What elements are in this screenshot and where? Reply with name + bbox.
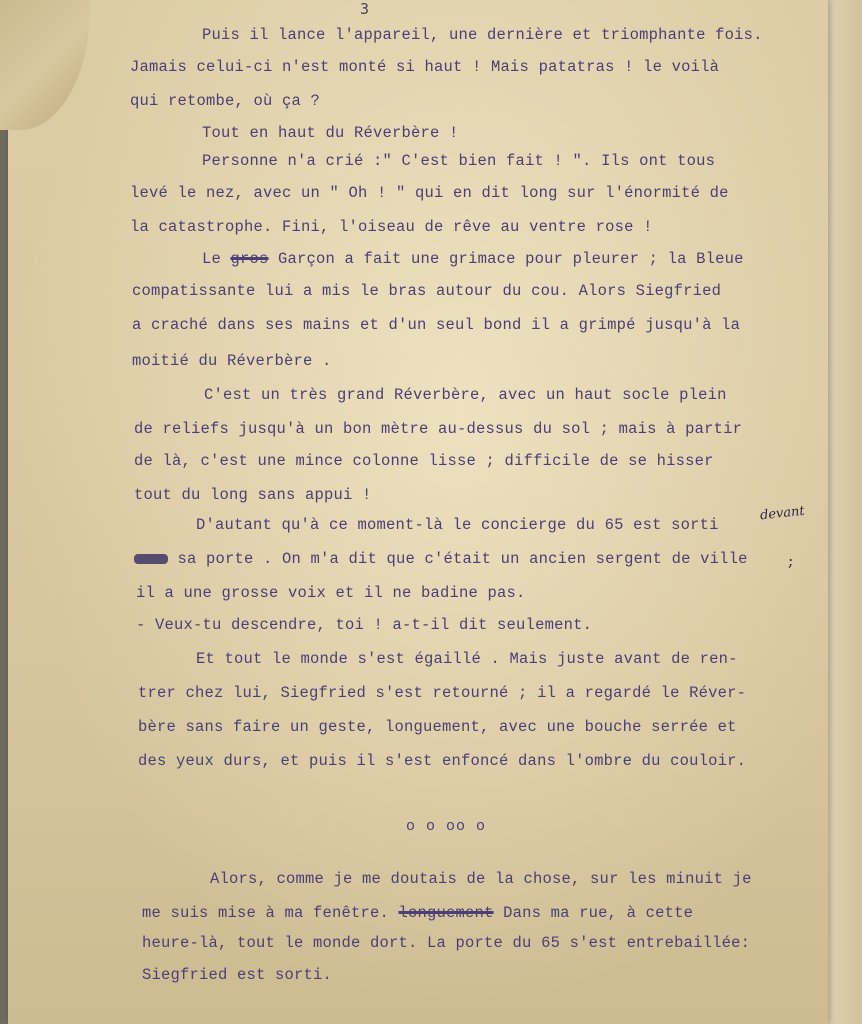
text-line: Tout en haut du Réverbère ! [202,124,459,142]
section-separator: o o oo o [406,818,487,835]
text-line: tout du long sans appui ! [134,486,372,504]
text-line: des yeux durs, et puis il s'est enfoncé dans l'ombre du couloir. [138,752,747,770]
text-line: moitié du Réverbère . [132,352,332,370]
text-line: compatissante lui a mis le bras autour du cou. Alors Siegfried [132,282,722,300]
text-line: Siegfried est sorti. [142,966,333,984]
text-line: C'est un très grand Réverbère, avec un haut socle plein [204,386,727,404]
text-line: qui retombe, où ça ? [130,92,321,110]
text-line: il a une grosse voix et il ne badine pas. [136,584,526,602]
text-line: heure-là, tout le monde dort. La porte du 65 s'est entrebaillée: [142,934,751,952]
typed-text [8,0,828,1024]
text-line: D'autant qu'à ce moment-là le concierge du 65 est sorti [196,516,719,534]
struck-word: gros [230,250,269,268]
text-line: me suis mise à ma fenêtre. longuement Dans ma rue, à cette [142,904,694,922]
text-line: a craché dans ses mains et d'un seul bond il a grimpé jusqu'à la [132,316,741,334]
ink-blot [134,554,168,564]
text-line: Le gros Garçon a fait une grimace pour pleurer ; la Bleue [202,250,744,268]
text-line: Jamais celui-ci n'est monté si haut ! Mais patatras ! le voilà [130,58,720,76]
struck-word: longuement [398,904,494,922]
text-line: de reliefs jusqu'à un bon mètre au-dessus du sol ; mais à partir [134,420,743,438]
page-number: 3 [360,0,370,18]
text-line: la catastrophe. Fini, l'oiseau de rêve au ventre rose ! [130,218,653,236]
handwritten-insert: devant [759,503,806,524]
text-line: de là, c'est une mince colonne lisse ; difficile de se hisser [134,452,714,470]
text-line: Puis il lance l'appareil, une dernière et triomphante fois. [202,26,763,44]
text-line: - Veux-tu descendre, toi ! a-t-il dit seulement. [136,616,593,634]
text-line: sa porte . On m'a dit que c'était un ancien sergent de ville [134,550,748,568]
pen-semicolon: ; [788,551,794,570]
text-line: Alors, comme je me doutais de la chose, sur les minuit je [210,870,752,888]
text-line: Et tout le monde s'est égaillé . Mais juste avant de ren- [196,650,738,668]
text-line: levé le nez, avec un " Oh ! " qui en dit long sur l'énormité de [130,184,729,202]
typed-page [8,0,828,1024]
text-line: trer chez lui, Siegfried s'est retourné ; il a regardé le Réver- [138,684,747,702]
text-line: bère sans faire un geste, longuement, avec une bouche serrée et [138,718,737,736]
text-line: Personne n'a crié :" C'est bien fait ! ". Ils ont tous [202,152,716,170]
